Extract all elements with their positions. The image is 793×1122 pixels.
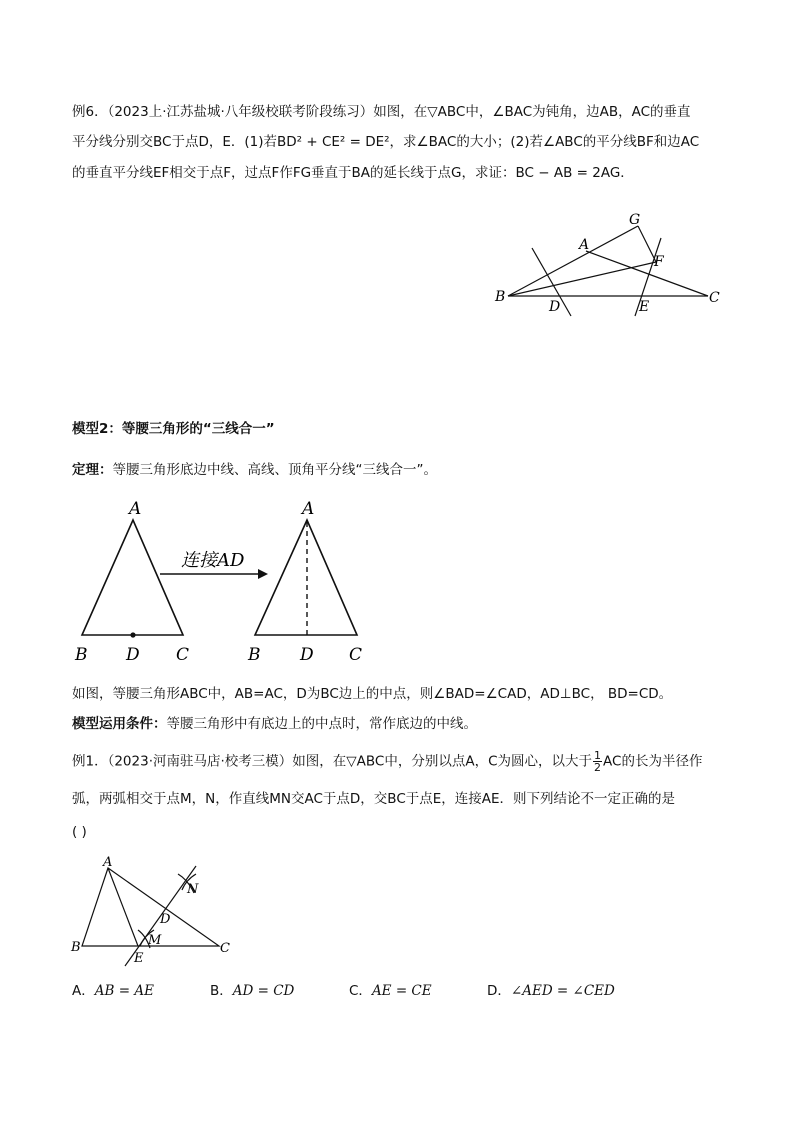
fig1-label-m: M [148,933,162,948]
option-d[interactable] [487,981,615,1001]
option-c-letter: C． [349,983,372,999]
example1-line-1 [72,750,702,773]
condition-label: 模型运用条件： [72,716,167,732]
option-d-letter: D． [487,983,511,999]
option-a-text: AB = AE [94,983,154,999]
option-b-text: AD = CD [232,983,295,999]
fig6-label-c: C [709,290,720,306]
example1-line-1-post: AC的长为半径作 [603,753,703,770]
example6-line-1: 例6．（2023上·江苏盐城·八年级校联考阶段练习）如图，在▽ABC中，∠BAC为钝角，边AB，AC的垂直 [72,104,691,120]
option-b-letter: B． [210,983,233,999]
option-a-letter: A． [72,983,95,999]
example1-line-1-pre: 例1．（2023·河南驻马店·校考三模）如图，在▽ABC中，分别以点A，C为圆心，以大于 [72,753,593,770]
option-a[interactable] [72,981,154,1001]
model2-description: 如图，等腰三角形ABC中，AB=AC，D为BC边上的中点，则∠BAD=∠CAD，AD⊥BC， BD=CD。 [72,686,673,702]
example6-line-2: 平分线分别交BC于点D，E．(1)若BD² + CE² = DE²，求∠BAC的大小；(2)若∠ABC的平分线BF和边AC [72,134,700,150]
right-label-a: A [302,499,315,519]
fig1-label-a: A [103,855,113,870]
arrow-label: 连接AD [181,550,245,571]
fraction-denominator: 2 [594,761,602,774]
theorem-text: 等腰三角形底边中线、高线、顶角平分线“三线合一”。 [112,462,437,478]
one-half-fraction [593,750,602,773]
fig6-label-f: F [654,254,664,270]
left-label-c: C [176,645,190,665]
option-c[interactable] [349,981,432,1001]
fig1-label-b: B [71,940,81,955]
left-label-d: D [126,645,140,665]
model2-condition [72,714,477,734]
fig1-label-n: N [187,882,199,897]
fig6-label-d: D [549,299,561,315]
right-label-b: B [248,645,261,665]
left-label-a: A [129,499,142,519]
theorem-label: 定理： [72,462,113,478]
example6-line-3: 的垂直平分线EF相交于点F，过点F作FG垂直于BA的延长线于点G，求证：BC − AB = 2AG． [72,165,634,181]
model2-title: 模型2：等腰三角形的“三线合一” [72,421,275,437]
fig1-label-e: E [134,951,144,966]
fig6-label-e: E [639,299,650,315]
right-label-d: D [300,645,314,665]
option-b[interactable] [210,981,294,1001]
example1-line-3: ( ) [72,824,87,840]
example1-line-2: 弧，两弧相交于点M，N，作直线MN交AC于点D，交BC于点E，连接AE．则下列结论不一定正确的是 [72,791,676,807]
fraction-numerator: 1 [594,749,602,762]
fig6-label-g: G [629,212,641,228]
condition-text: 等腰三角形中有底边上的中点时，常作底边的中线。 [166,716,477,732]
option-c-text: AE = CE [371,983,432,999]
left-label-b: B [75,645,88,665]
right-label-c: C [349,645,363,665]
option-d-text: ∠AED = ∠CED [510,983,615,999]
fig1-label-d: D [160,912,171,927]
fig1-label-c: C [220,941,230,956]
model2-theorem [72,460,437,480]
fig6-label-b: B [495,289,506,305]
fig6-label-a: A [579,237,590,253]
